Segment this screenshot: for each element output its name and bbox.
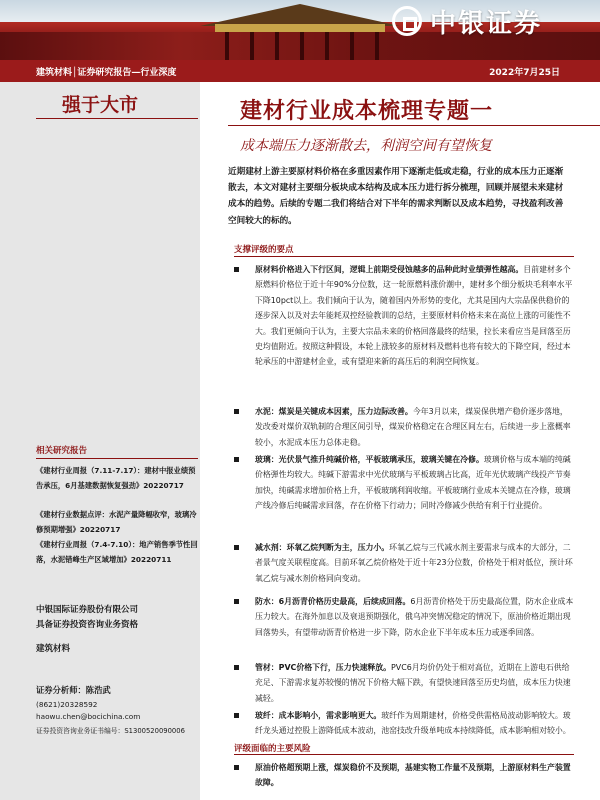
list-item: 减水剂：环氧乙烷判断为主，压力小。环氧乙烷与三代减水剂主要需求与成本的大部分，二者景气度关联程度高。目前环氧乙烷价格处于近十年23分位数，价格处于相对低位，预计环氧乙烷与减水剂价格同向变动。 [234,540,574,586]
section-heading-risks: 评级面临的主要风险 [234,744,311,754]
header-banner [0,0,600,60]
boc-logo-icon [392,6,422,36]
divider [36,458,198,459]
analyst-phone: (8621)20328592 [36,700,98,709]
industry-label: 建筑材料 [36,644,71,654]
report-subtitle: 成本端压力逐渐散去，利润空间有望恢复 [240,138,492,154]
list-item: 原材料价格进入下行区间，逻辑上前期受侵蚀越多的品种此时业绩弹性越高。目前建材多个原燃料价格位于近十年90%分位数，这一轮原燃料涨价潮中，建材多个细分板块毛利率水平下降10pct以上。我们倾向于认为，随着国内外形势的变化，尤其是国内大宗品保供稳价的逐步深入以及对去年能耗双控经验教训的总结，主要原材料价格未来在高位上涨的可能性不大。我们更倾向于认为，主要大宗品未来的价格回落最终的结果，拉长来看应当是回落至历史均值附近。按照这种假设，本轮上涨较多的原材料及燃料也将有较大的下降空间，经过本轮承压的中游建材企业，或有望迎来新的高压后的利润空间恢复。 [234,262,574,370]
analyst-email[interactable]: haowu.chen@bocichina.com [36,712,141,721]
brand-logo [392,2,542,40]
report-date: 2022年7月25日 [489,68,560,78]
related-report-link[interactable]: 《建材行业周报（7.11-7.17）：建材中报业绩预告承压，6月基建数据恢复强劲》20220717 [36,466,196,490]
related-report-link[interactable]: 《建材行业周报（7.4-7.10）：地产销售季节性回落，水泥错峰生产区域增加》20220711 [36,540,198,564]
report-info-bar [0,60,600,82]
related-reports-heading: 相关研究报告 [36,446,88,456]
abstract-paragraph: 近期建材上游主要原材料价格在多重因素作用下逐渐走低或走稳，行业的成本压力正逐渐散去，本文对建材主要细分板块成本结构及成本压力进行拆分梳理，回顾并展望未来建材成本的趋势。后续的专题二我们将结合对下半年的需求判断以及成本趋势，寻找盈利改善空间较大的标的。 [228,167,564,226]
divider [36,118,198,119]
report-title: 建材行业成本梳理专题一 [240,98,494,124]
list-item: 玻纤：成本影响小，需求影响更大。玻纤作为周期建材，价格受供需格局波动影响较大。玻纤龙头通过控股上游降低成本波动，池窑技改升级单吨成本持续降低，成本影响相对较小。 [234,708,574,739]
analyst-name: 证券分析师：陈浩武 [36,685,111,695]
license-number: 证券投资咨询业务证书编号：S1300520090006 [36,727,185,735]
list-item: 水泥：煤炭是关键成本因素，压力边际改善。今年3月以来，煤炭保供增产稳价逐步落地，发改委对煤价双轨制的合理区间引导，煤炭价格稳定在合理区间左右，后续进一步上涨概率较小，水泥成本压力总体走稳。 [234,404,574,450]
list-item: 管材：PVC价格下行，压力快速释放。PVC6月均价仍处于相对高位，近期在上游电石供给充足、下游需求复苏较慢的情况下价格大幅下跌，有望快速回落至历史均值，成本压力快速减轻。 [234,660,574,706]
report-type: 建筑材料│证券研究报告—行业深度 [36,68,177,78]
organization-name: 中银国际证券股份有限公司 具备证券投资咨询业务资格 [36,605,139,630]
list-item: 原油价格超预期上涨，煤炭稳价不及预期，基建实物工作量不及预期，上游原材料生产装置故障。 [234,760,574,791]
brand-name: 中银证券 [430,8,543,39]
section-heading-rating-support: 支撑评级的要点 [234,245,294,255]
list-item: 防水：6月沥青价格历史最高，后续成回落。6月沥青价格处于历史最高位置，防水企业成本压力较大。在海外加息以及衰退预期强化，俄乌冲突情况稳定的情况下，原油价格近期出现回落势头，有望带动沥青价格进一步下降，防水企业下半年成本压力或逐季回落。 [234,594,574,640]
rating-label: 强于大市 [62,94,139,116]
related-report-link[interactable]: 《建材行业数据点评：水泥产量降幅收窄，玻璃冷修预期增强》20220717 [36,510,197,534]
divider [228,125,600,126]
list-item: 玻璃：光伏景气推升纯碱价格，平板玻璃承压，玻璃关键在冷修。玻璃价格与成本端的纯碱价格弹性均较大。纯碱下游需求中光伏玻璃与平板玻璃占比高，近年光伏玻璃产线投产节奏加快，纯碱需求增加价格上升，平板玻璃利润收缩。平板玻璃行业成本关键点在冷修，玻璃产线冷修后纯碱需求回落，存在价格下行动力；同时冷修减少供给有利于行业提价。 [234,452,574,514]
divider [234,754,574,755]
palace-roof-image [200,4,400,26]
divider [234,256,574,257]
